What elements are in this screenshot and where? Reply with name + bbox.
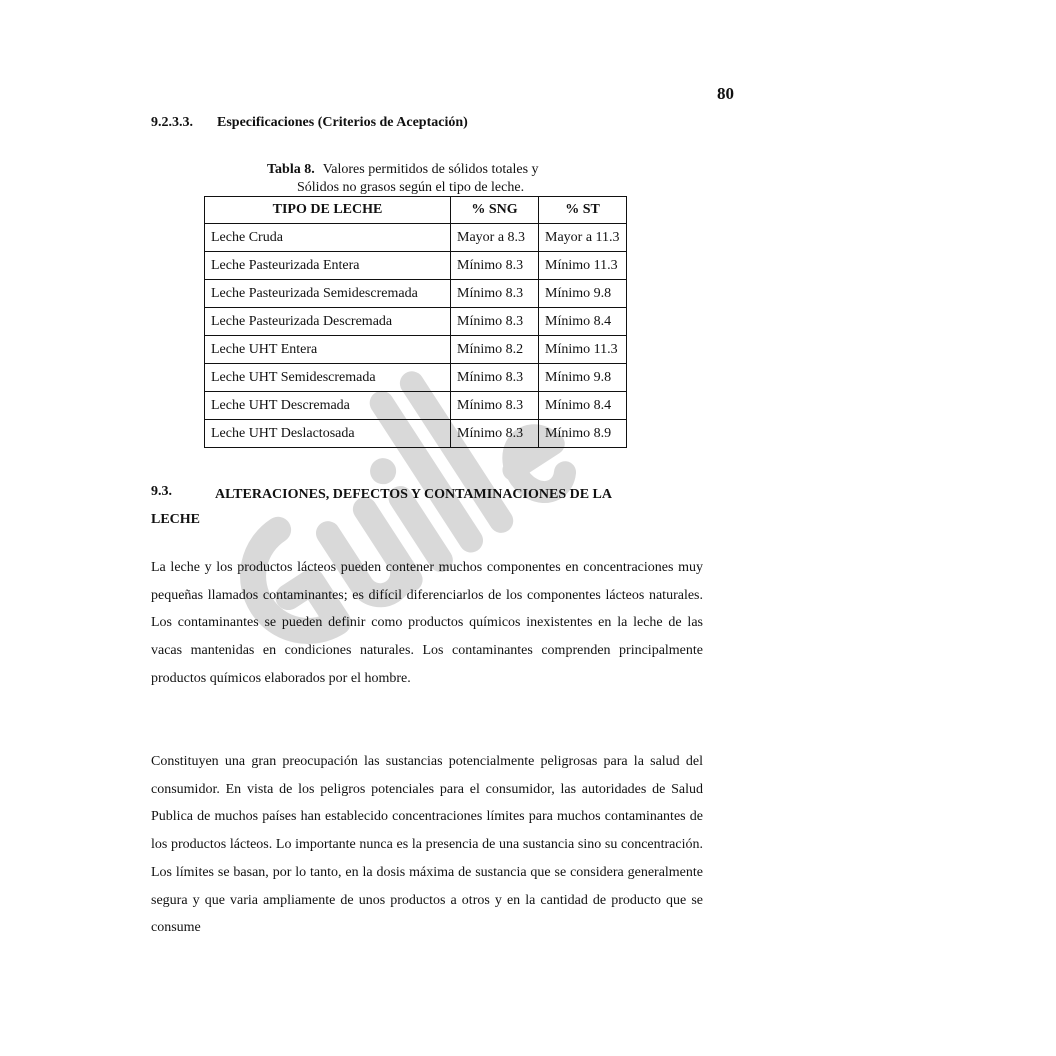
table-cell-st: Mínimo 9.8 <box>539 364 627 392</box>
table-cell-sng: Mínimo 8.3 <box>451 280 539 308</box>
table-cell-st: Mínimo 8.4 <box>539 392 627 420</box>
section-title-line1: ALTERACIONES, DEFECTOS Y CONTAMINACIONES DE LA <box>215 487 613 502</box>
table-cell-tipo: Leche Pasteurizada Semidescremada <box>205 280 451 308</box>
table-row <box>205 308 627 336</box>
table-cell-tipo: Leche UHT Descremada <box>205 392 451 420</box>
column-header-st: % ST <box>539 197 627 224</box>
table-cell-sng: Mínimo 8.3 <box>451 364 539 392</box>
table-cell-sng: Mínimo 8.3 <box>451 392 539 420</box>
table-row <box>205 364 627 392</box>
table-row <box>205 280 627 308</box>
table-cell-st: Mínimo 9.8 <box>539 280 627 308</box>
paragraph-contaminantes: La leche y los productos lácteos pueden contener muchos componentes en concentraciones muy pequeñas llamados contaminantes; es difícil diferenciarlos de los componentes lácteos naturales. Los contaminantes se pueden definir como productos químicos inexistentes en la leche de las vacas mantenidas en condiciones naturales. Los contaminantes comprenden principalmente productos químicos elaborados por el hombre. <box>151 560 703 686</box>
table-cell-st: Mayor a 11.3 <box>539 224 627 252</box>
table-cell-sng: Mayor a 8.3 <box>451 224 539 252</box>
table-cell-sng: Mínimo 8.3 <box>451 252 539 280</box>
column-header-tipo: TIPO DE LECHE <box>205 197 451 224</box>
table-row <box>205 224 627 252</box>
table-cell-tipo: Leche Pasteurizada Descremada <box>205 308 451 336</box>
table-cell-sng: Mínimo 8.2 <box>451 336 539 364</box>
table-cell-sng: Mínimo 8.3 <box>451 308 539 336</box>
section-title-line2: LECHE <box>151 512 201 527</box>
table-cell-tipo: Leche Cruda <box>205 224 451 252</box>
section-title: Especificaciones (Criterios de Aceptación) <box>217 115 468 130</box>
section-heading-9233 <box>151 115 468 131</box>
table-cell-tipo: Leche UHT Deslactosada <box>205 420 451 448</box>
table-caption-label: Tabla 8. <box>267 162 315 177</box>
table-row <box>205 252 627 280</box>
table-cell-sng: Mínimo 8.3 <box>451 420 539 448</box>
table-cell-st: Mínimo 8.9 <box>539 420 627 448</box>
table-cell-st: Mínimo 8.4 <box>539 308 627 336</box>
section-number: 9.3. <box>151 484 172 499</box>
table-row <box>205 392 627 420</box>
table-row <box>205 336 627 364</box>
table-cell-st: Mínimo 11.3 <box>539 252 627 280</box>
section-heading-93 <box>151 478 711 534</box>
table-caption <box>267 161 607 197</box>
table-cell-tipo: Leche Pasteurizada Entera <box>205 252 451 280</box>
table-cell-st: Mínimo 11.3 <box>539 336 627 364</box>
table-caption-line2: Sólidos no grasos según el tipo de leche. <box>297 180 525 195</box>
section-number: 9.2.3.3. <box>151 115 193 130</box>
table-row <box>205 420 627 448</box>
table-cell-tipo: Leche UHT Entera <box>205 336 451 364</box>
table-cell-tipo: Leche UHT Semidescremada <box>205 364 451 392</box>
page-number: 80 <box>717 84 734 103</box>
table-caption-line1: Valores permitidos de sólidos totales y <box>322 162 539 177</box>
column-header-sng: % SNG <box>451 197 539 224</box>
table-header-row <box>205 197 627 224</box>
paragraph-preocupacion: Constituyen una gran preocupación las sustancias potencialmente peligrosas para la salud del consumidor. En vista de los peligros potenciales para el consumidor, las autoridades de Salud Publica de muchos países han establecido concentraciones límites para muchos contaminantes de los productos lácteos. Lo importante nunca es la presencia de una sustancia sino su concentración. Los límites se basan, por lo tanto, en la dosis máxima de sustancia que se considera generalmente segura y que varia ampliamente de unos productos a otros y en la cantidad de producto que se consume <box>151 754 703 936</box>
milk-solids-table <box>204 196 627 448</box>
